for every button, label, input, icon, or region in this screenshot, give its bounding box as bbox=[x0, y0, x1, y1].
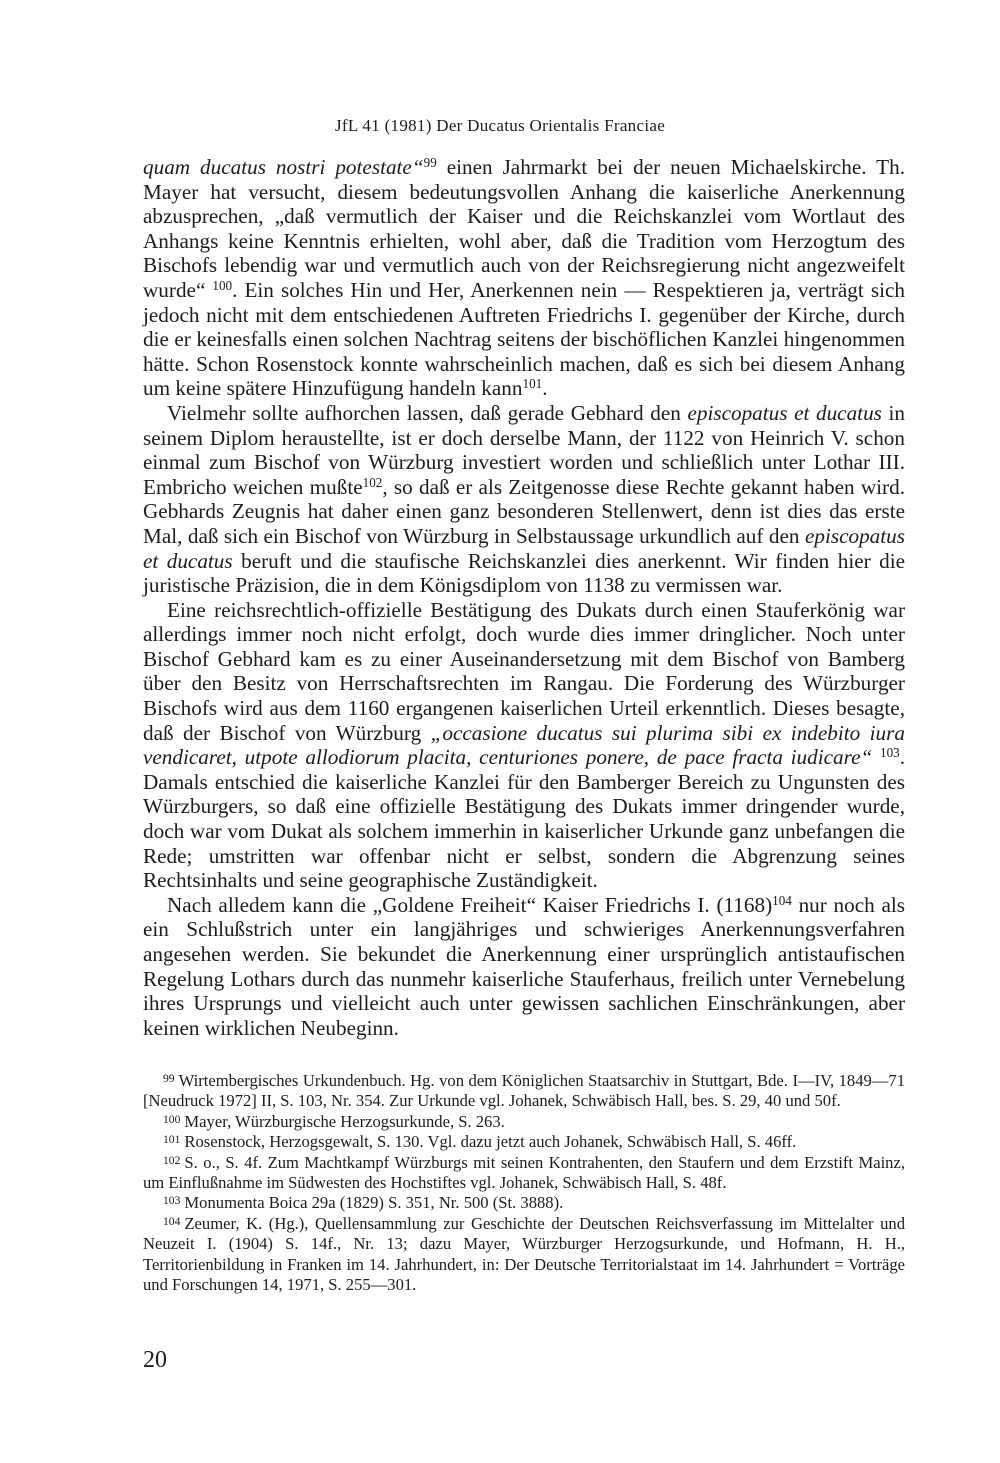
footnote bbox=[143, 1071, 905, 1112]
text-run: nur noch als ein Schlußstrich unter ein langjähriges und schwieriges Anerkennungsverfahren angesehen werden. Sie bekundet die Anerkennung einer ursprünglich antistaufischen Regelung Lothars durch das nunmehr kaiserliche Stauferhaus, freilich unter Vernebelung ihres Ursprungs und vielleicht auch unter gewissen sachlichen Einschränkungen, aber keinen wirklichen Neubeginn. bbox=[143, 892, 905, 1040]
paragraph bbox=[143, 598, 905, 893]
italic-text: episcopatus et ducatus bbox=[687, 400, 882, 425]
paragraph bbox=[143, 893, 905, 1041]
text-run: einen Jahrmarkt bei der neuen Michaelskirche. Th. Mayer hat versucht, diesem bedeutungsvollen Anhang die kaiserliche Anerkennung abzusprechen, „daß vermutlich der Kaiser und die Reichskanzlei vom Wortlaut des Anhangs keine Kenntnis erhielten, wohl aber, daß die Tradition vom Herzogtum des Bischofs lebendig war und vermutlich auch von der Reichsregierung nicht angezweifelt wurde“ bbox=[143, 155, 905, 302]
footnote-reference: 102 bbox=[362, 474, 383, 490]
text-run: . Ein solches Hin und Her, Anerkennen nein — Respektieren ja, verträgt sich jedoch nicht mit dem entschiedenen Auftreten Friedrichs I. gegenüber der Kirche, durch die er keinesfalls einen solchen Nachtrag seitens der bischöflichen Kanzlei hingenommen hätte. Schon Rosenstock konnte wahrscheinlich machen, daß es sich bei diesem Anhang um keine spätere Hinzufügung handeln kann bbox=[143, 277, 905, 401]
footnote-text: Rosenstock, Herzogsgewalt, S. 130. Vgl. dazu jetzt auch Johanek, Schwäbisch Hall, S. 46ff. bbox=[184, 1132, 797, 1152]
footnote bbox=[143, 1214, 905, 1296]
text-run: Vielmehr sollte aufhorchen lassen, daß gerade Gebhard den bbox=[167, 400, 688, 425]
footnote-text: Mayer, Würzburgische Herzogsurkunde, S. 263. bbox=[184, 1111, 505, 1131]
text-run: Nach alledem kann die „Goldene Freiheit“ Kaiser Friedrichs I. (1168) bbox=[167, 892, 773, 917]
footnotes bbox=[143, 1071, 905, 1295]
footnote-text: Monumenta Boica 29a (1829) S. 351, Nr. 500 (St. 3888). bbox=[184, 1193, 564, 1213]
footnote bbox=[143, 1132, 905, 1152]
running-head: JfL 41 (1981) Der Ducatus Orientalis Franciae bbox=[334, 116, 666, 135]
footnote-reference: 99 bbox=[423, 154, 437, 170]
footnote-number: 101 bbox=[163, 1133, 181, 1147]
italic-text: „occasione ducatus sui plurima sibi ex indebito iura vendicaret, utpote allodiorum placita, centuriones ponere, de pace fracta iudicare“ bbox=[143, 720, 905, 770]
footnote-number: 104 bbox=[163, 1214, 181, 1228]
italic-text: episcopatus et ducatus bbox=[143, 523, 905, 573]
footnote bbox=[143, 1153, 905, 1194]
footnote bbox=[143, 1193, 905, 1213]
page-number: 20 bbox=[143, 1347, 167, 1373]
footnote-text: Zeumer, K. (Hg.), Quellensammlung zur Geschichte der Deutschen Reichsverfassung im Mittelalter und Neuzeit I. (1904) S. 14f., Nr. 13; dazu Mayer, Würzburger Herzogsurkunde, und Hofmann, H. H., Territorienbildung in Franken im 14. Jahrhundert, in: Der Deutsche Territorialstaat im 14. Jahrhundert = Vorträge und Forschungen 14, 1971, S. 255—301. bbox=[143, 1213, 905, 1295]
body-text bbox=[143, 155, 905, 1040]
footnote-number: 102 bbox=[163, 1153, 181, 1167]
text-run: . bbox=[542, 376, 548, 401]
footnote-reference: 103 bbox=[880, 745, 900, 761]
text-run: , so daß er als Zeitgenosse diese Rechte gekannt haben wird. Gebhards Zeugnis hat daher einen ganz besonderen Stellenwert, denn ist dies das erste Mal, daß sich ein Bischof von Würzburg in Selbstaussage urkundlich auf den bbox=[143, 474, 905, 548]
footnote-reference: 101 bbox=[522, 376, 543, 392]
paragraph bbox=[143, 401, 905, 598]
text-run: . Damals entschied die kaiserliche Kanzlei für den Bamberger Bereich zu Ungunsten des Würzburgers, so daß eine offizielle Bestätigung des Dukats immer dringender wurde, doch war vom Dukat als solchem immerhin in kaiserlicher Urkunde ganz unbefangen die Rede; umstritten war offenbar nicht er selbst, sondern die Abgrenzung seines Rechtsinhalts und seine geographische Zuständigkeit. bbox=[143, 745, 906, 893]
text-run: beruft und die staufische Reichskanzlei dies anerkennt. Wir finden hier die juristische Präzision, die in dem Königsdiplom von 1138 zu vermissen war. bbox=[143, 548, 905, 598]
footnote-reference: 104 bbox=[772, 892, 792, 908]
text-run: Eine reichsrechtlich-offizielle Bestätigung des Dukats durch einen Stauferkönig war allerdings immer noch nicht erfolgt, doch wurde dies immer dringlicher. Noch unter Bischof Gebhard kam es zu einer Auseinandersetzung mit dem Bischof von Bamberg über den Besitz von Herrschaftsrechten im Rangau. Die Forderung des Würzburger Bischofs wird aus dem 1160 ergangenen kaiserlichen Urteil erkenntlich. Dieses besagte, daß der Bischof von Würzburg bbox=[143, 597, 905, 745]
footnote-reference: 100 bbox=[212, 277, 233, 293]
text-run bbox=[872, 745, 880, 769]
italic-text: quam ducatus nostri potestate“ bbox=[143, 155, 424, 179]
footnote-number: 99 bbox=[163, 1071, 175, 1085]
footnote-text: Wirtembergisches Urkundenbuch. Hg. von dem Königlichen Staatsarchiv in Stuttgart, Bde. I—IV, 1849—71 [Neudruck 1972] II, S. 103, Nr. 354. Zur Urkunde vgl. Johanek, Schwäbisch Hall, bes. S. 29, 40 und 50f. bbox=[143, 1071, 905, 1111]
footnote bbox=[143, 1112, 905, 1132]
footnote-number: 100 bbox=[163, 1112, 181, 1126]
footnote-text: S. o., S. 4f. Zum Machtkampf Würzburgs mit seinen Kontrahenten, den Staufern und dem Erzstift Mainz, um Einflußnahme im Südwesten des Hochstiftes vgl. Johanek, Schwäbisch Hall, S. 48f. bbox=[143, 1152, 905, 1193]
paragraph bbox=[143, 155, 905, 401]
footnote-number: 103 bbox=[163, 1194, 181, 1208]
text-run: in seinem Diplom heraustellte, ist er doch derselbe Mann, der 1122 von Heinrich V. schon einmal zum Bischof von Würzburg investiert worden und schließlich unter Lothar III. Embricho weichen mußte bbox=[143, 400, 906, 499]
